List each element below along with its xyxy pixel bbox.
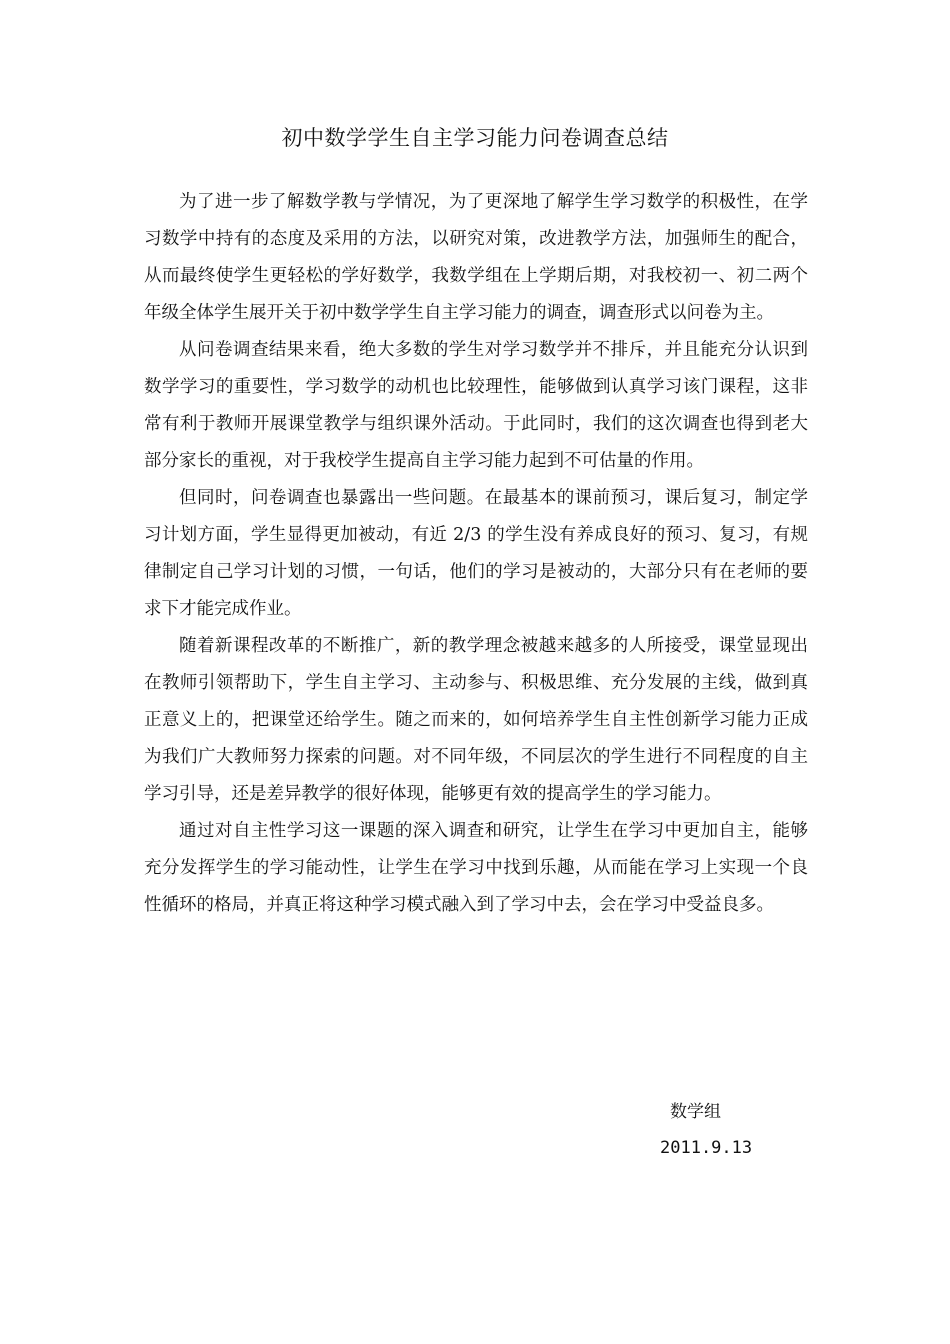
paragraph-conclusion: 通过对自主性学习这一课题的深入调查和研究，让学生在学习中更加自主，能够充分发挥学生的学习能动性，让学生在学习中找到乐趣，从而能在学习上实现一个良性循环的格局，并真正将这种学习模式融入到了学习中去，会在学习中受益良多。 [144, 821, 808, 915]
document-title: 初中数学学生自主学习能力问卷调查总结 [281, 126, 669, 150]
signature-date: 2011.9.13 [660, 1138, 753, 1158]
paragraph-reform: 随着新课程改革的不断推广，新的教学理念被越来越多的人所接受，课堂显现出在教师引领帮助下，学生自主学习、主动参与、积极思维、充分发展的主线，做到真正意义上的，把课堂还给学生。随之而来的，如何培养学生自主性创新学习能力正成为我们广大教师努力探索的问题。对不同年级，不同层次的学生进行不同程度的自主学习引导，还是差异教学的很好体现，能够更有效的提高学生的学习能力。 [144, 636, 808, 804]
paragraph-problems: 但同时，问卷调查也暴露出一些问题。在最基本的课前预习，课后复习，制定学习计划方面，学生显得更加被动，有近 2/3 的学生没有养成良好的预习、复习，有规律制定自己学习计划的习惯，一句话，他们的学习是被动的，大部分只有在老师的要求下才能完成作业。 [144, 488, 808, 619]
paragraph-results: 从问卷调查结果来看，绝大多数的学生对学习数学并不排斥，并且能充分认识到数学学习的重要性，学习数学的动机也比较理性，能够做到认真学习该门课程，这非常有利于教师开展课堂教学与组织课外活动。于此同时，我们的这次调查也得到老大部分家长的重视，对于我校学生提高自主学习能力起到不可估量的作用。 [144, 340, 808, 471]
paragraph-intro: 为了进一步了解数学教与学情况，为了更深地了解学生学习数学的积极性，在学习数学中持有的态度及采用的方法，以研究对策，改进教学方法，加强师生的配合，从而最终使学生更轻松的学好数学，我数学组在上学期后期，对我校初一、初二两个年级全体学生展开关于初中数学学生自主学习能力的调查，调查形式以问卷为主。 [144, 192, 808, 323]
document-body [144, 184, 808, 924]
signature-name: 数学组 [670, 1102, 721, 1122]
